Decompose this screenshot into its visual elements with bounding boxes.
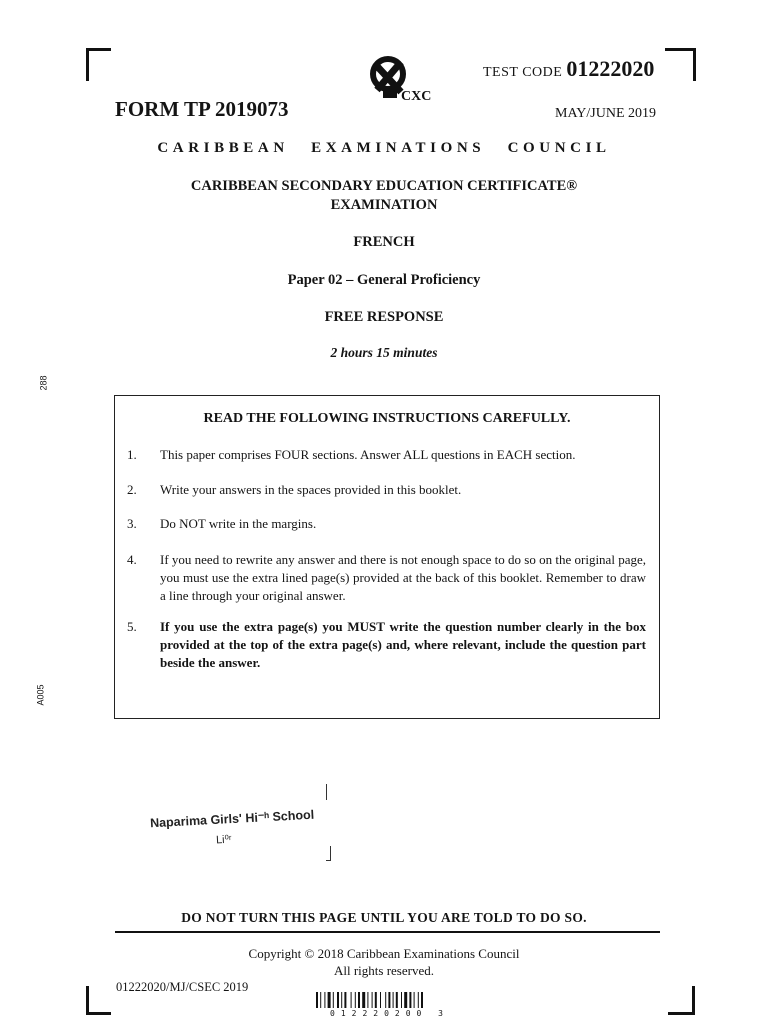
test-code bbox=[483, 56, 654, 82]
instruction-text: If you use the extra page(s) you MUST write the question number clearly in the box provided at the top of the extra page(s) and, where relevant, include the question part beside the answer. bbox=[160, 619, 646, 670]
instruction-number: 1. bbox=[127, 447, 137, 462]
instruction-number: 2. bbox=[127, 482, 137, 497]
corner-mark-top-left bbox=[86, 48, 111, 81]
barcode-bar bbox=[333, 992, 334, 1008]
logo-text: CXC bbox=[401, 89, 432, 104]
instructions-title: READ THE FOLLOWING INSTRUCTIONS CAREFULLY. bbox=[203, 411, 571, 426]
instruction-text: This paper comprises FOUR sections. Answer ALL questions in EACH section. bbox=[160, 447, 576, 462]
barcode-bar bbox=[375, 992, 377, 1008]
test-code-value: 01222020 bbox=[566, 56, 655, 81]
form-number: FORM TP 2019073 bbox=[115, 97, 289, 121]
barcode-bar bbox=[418, 992, 419, 1008]
barcode-bar bbox=[351, 992, 352, 1008]
side-code-top: 288 bbox=[38, 375, 49, 391]
barcode-bar bbox=[362, 992, 365, 1008]
paper-title: Paper 02 – General Proficiency bbox=[287, 272, 481, 288]
corner-mark-bottom-right bbox=[668, 986, 695, 1015]
barcode-bar bbox=[393, 992, 394, 1008]
instructions-box bbox=[114, 395, 660, 719]
copyright bbox=[0, 945, 768, 979]
side-code-bottom: A005 bbox=[35, 684, 46, 706]
barcode-bar bbox=[380, 992, 381, 1008]
corner-mark-bottom-left bbox=[86, 986, 111, 1015]
barcode-bar bbox=[328, 992, 331, 1008]
barcode-bar bbox=[355, 992, 356, 1008]
divider-line bbox=[115, 931, 660, 933]
barcode-bar bbox=[396, 992, 398, 1008]
stamp-mark bbox=[326, 784, 327, 800]
library-stamp-line-2: Li⁰ʳ bbox=[215, 833, 232, 847]
barcode-bar bbox=[421, 992, 423, 1008]
copyright-line-2: All rights reserved. bbox=[333, 963, 434, 978]
response-type: FREE RESPONSE bbox=[324, 309, 444, 325]
copyright-line-1: Copyright © 2018 Caribbean Examinations Council bbox=[248, 946, 520, 961]
exam-session: MAY/JUNE 2019 bbox=[555, 106, 656, 121]
cxc-logo bbox=[355, 52, 432, 104]
instruction-number: 4. bbox=[127, 552, 137, 567]
corner-mark-top-right bbox=[665, 48, 696, 81]
subject-title: FRENCH bbox=[353, 234, 415, 250]
certificate-line-1: CARIBBEAN SECONDARY EDUCATION CERTIFICATE® bbox=[190, 178, 578, 194]
do-not-turn-warning: DO NOT TURN THIS PAGE UNTIL YOU ARE TOLD TO DO SO. bbox=[181, 910, 587, 925]
barcode-bar bbox=[385, 992, 386, 1008]
instruction-number: 5. bbox=[127, 619, 137, 634]
certificate-title bbox=[0, 177, 768, 215]
barcode-bar bbox=[367, 992, 368, 1008]
barcode-bar bbox=[320, 992, 321, 1008]
barcode-bar bbox=[358, 992, 360, 1008]
certificate-line-2: EXAMINATION bbox=[330, 197, 438, 213]
footer-code: 01222020/MJ/CSEC 2019 bbox=[116, 980, 249, 994]
barcode-bar bbox=[337, 992, 339, 1008]
barcode-bar bbox=[401, 992, 402, 1008]
council-name: CARIBBEAN EXAMINATIONS COUNCIL bbox=[157, 140, 611, 156]
barcode-bar bbox=[341, 992, 342, 1008]
instruction-text: If you need to rewrite any answer and there is not enough space to do so on the original page, you must use the extra lined page(s) provided at the back of this booklet. Remember to draw a line through your original answer. bbox=[160, 552, 646, 603]
library-stamp-line-1: Naparima Girls' Hi⁻ʰ School bbox=[149, 807, 315, 831]
instruction-text: Do NOT write in the margins. bbox=[160, 516, 317, 531]
barcode-bar bbox=[409, 992, 411, 1008]
instruction-number: 3. bbox=[127, 516, 137, 531]
barcode-bar bbox=[388, 992, 390, 1008]
barcode-bar bbox=[404, 992, 407, 1008]
exam-duration: 2 hours 15 minutes bbox=[330, 345, 438, 360]
barcode-digits: 012220200 3 bbox=[330, 1009, 449, 1018]
barcode-bar bbox=[414, 992, 415, 1008]
barcode bbox=[316, 992, 462, 1008]
instruction-text: Write your answers in the spaces provided in this booklet. bbox=[160, 482, 462, 497]
stamp-mark bbox=[326, 846, 331, 861]
barcode-bar bbox=[316, 992, 318, 1008]
barcode-bar bbox=[324, 992, 325, 1008]
barcode-bar bbox=[344, 992, 346, 1008]
barcode-bar bbox=[372, 992, 373, 1008]
test-code-label: TEST CODE bbox=[483, 65, 563, 80]
